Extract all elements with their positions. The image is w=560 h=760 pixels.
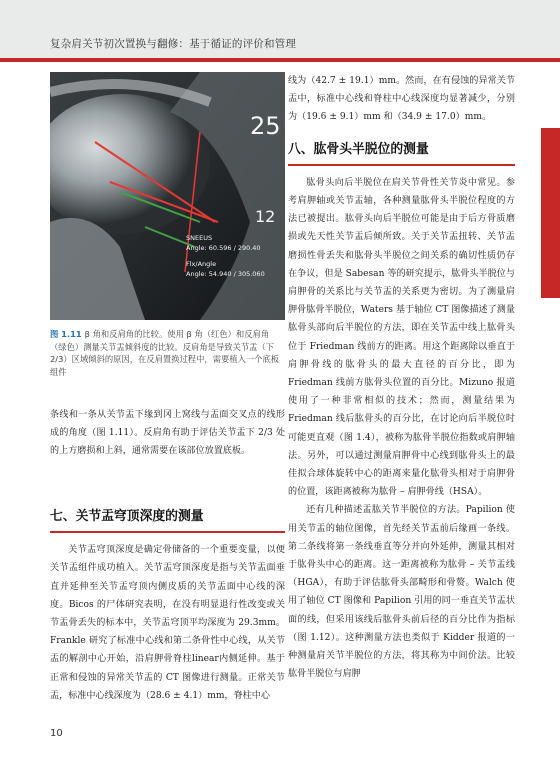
figure-caption	[50, 328, 285, 378]
right-paragraph-1: 肱骨头向后半脱位在肩关节骨性关节炎中常见。参考肩胛轴或关节盂轴，各种测量肱骨头半脱位程度的方法已被提出。肱骨头向后半脱位可能是由于后方骨质磨损或先天性关节盂后倾所致。关于关节盂扭转、关节盂磨损性骨丢失和肱骨头半脱位之间关系的确切性质仍存在争议，但是 Sabesan 等的研究提示，肱骨头半脱位与肩胛骨的关系比与关节盂的关系更为密切。为了测量肩胛骨肱骨半脱位，Waters 基于轴位 CT 图像描述了测量肱骨头部向后半脱位的方法，即在关节盂中线上肱骨头位于 Friedman 线前方的距离。用这个距离除以垂直于肩胛骨线的肱骨头的最大直径的百分比，即为 Friedman 线前方肱骨头位置的百分比。Mizuno 报道使用了一种非常相似的技术；然而，测量结果为 Friedman 线后肱骨头的百分比，在讨论向后半脱位时可能更直观（图 1.4），被称为肱骨半脱位指数或肩胛轴法。另外，可以通过测量肩胛骨中心线到肱骨头上的最佳拟合球体旋转中心的距离来量化肱骨头相对于肩胛骨的位置，该距离被称为肱骨 – 肩胛骨线（HSA）。	[288, 177, 515, 498]
measure-label-2: Flx/Angle	[186, 260, 217, 268]
running-header: 复杂肩关节初次置换与翻修：基于循证的评价和管理	[50, 38, 297, 50]
right-paragraph-2: 还有几种描述盂肱关节半脱位的方法。Papilion 使用关节盂的轴位图像，首先经关节盂前后缘画一条线。第二条线将第一条线垂直等分并向外延伸，测量其相对于肱骨头中心的距离。这一距离被称为肱骨 – 关节盂线（HGA），有助于评估肱骨头部畸形和骨赘。Walch 使用了轴位 CT 图像和 Papilion 引用的同一垂直关节盂状面的线，但采用该线后肱骨头前后径的百分比作为指标（图 1.12）。这种测量方法也类似于 Kidder 报道的一种测量肩关节半脱位的方法，将其称为中间价法。比较肱骨半脱位与肩胛	[288, 505, 515, 680]
figure-caption-text: β 角和反肩角的比较。使用 β 角（红色）和反肩角（绿色）测量关节盂倾斜度的比较。反肩角是导致关节盂（下 2/3）区域倾斜的原因，在反肩置换过程中，需要植入一个底板组件	[50, 329, 280, 377]
xray-image	[50, 72, 285, 320]
section-heading-humeral-subluxation: 八、肱骨头半脱位的测量	[288, 141, 515, 166]
header-accent-bar	[0, 58, 560, 62]
figure-label: 图 1.11	[50, 329, 82, 339]
left-paragraph-continued: 条线和一条从关节盂下缘到冈上窝线与盂面交叉点的线形成的角度（图 1.11）。反肩角有助于评估关节盂下 2/3 处的上方磨损和上斜，通常需要在该部位放置底板。	[50, 410, 285, 457]
overlay-number-1: 25	[250, 112, 281, 140]
left-paragraph-glenoid-vault: 关节盂穹顶深度是确定骨储备的一个重要变量，以便关节盂组件成功植入。关节盂穹顶深度是指与关节盂面垂直并延伸至关节盂穹顶内侧皮质的关节盂面中心线的深度。Bicos 的尸体研究表明，在没有明显退行性改变或关节盂骨丢失的标本中，关节盂穹顶平均深度为 29.3mm。Frankle 研究了标准中心线和第二条骨性中心线，从关节盂的解剖中心开始，沿肩胛骨脊柱linear内侧延伸。基于正常和侵蚀的异常关节盂的 CT 图像进行测量。正常关节盂，标准中心线深度为（28.6 ± 4.1）mm，脊柱中心	[50, 545, 285, 701]
measure-line-1: Angle: 60.596 / 290.40	[186, 244, 261, 252]
measure-line-2: Angle: 54.940 / 305.060	[186, 270, 265, 278]
right-paragraph-continued: 线为（42.7 ± 19.1）mm。然而，在有侵蚀的异常关节盂中，标准中心线和脊柱中心线深度均显著减少，分别为（19.6 ± 9.1）mm 和（34.9 ± 17.0）mm。	[288, 76, 515, 123]
figure-xray	[50, 72, 285, 320]
page-number: 10	[50, 728, 63, 739]
right-column	[288, 72, 515, 684]
section-heading-glenoid-vault: 七、关节盂穹顶深度的测量	[50, 508, 285, 533]
left-column-top	[50, 406, 285, 461]
overlay-number-2: 12	[255, 207, 276, 226]
left-column-section	[50, 508, 285, 705]
chapter-edge-tab	[541, 128, 560, 298]
measure-label-1: SNEEUS	[186, 234, 213, 242]
